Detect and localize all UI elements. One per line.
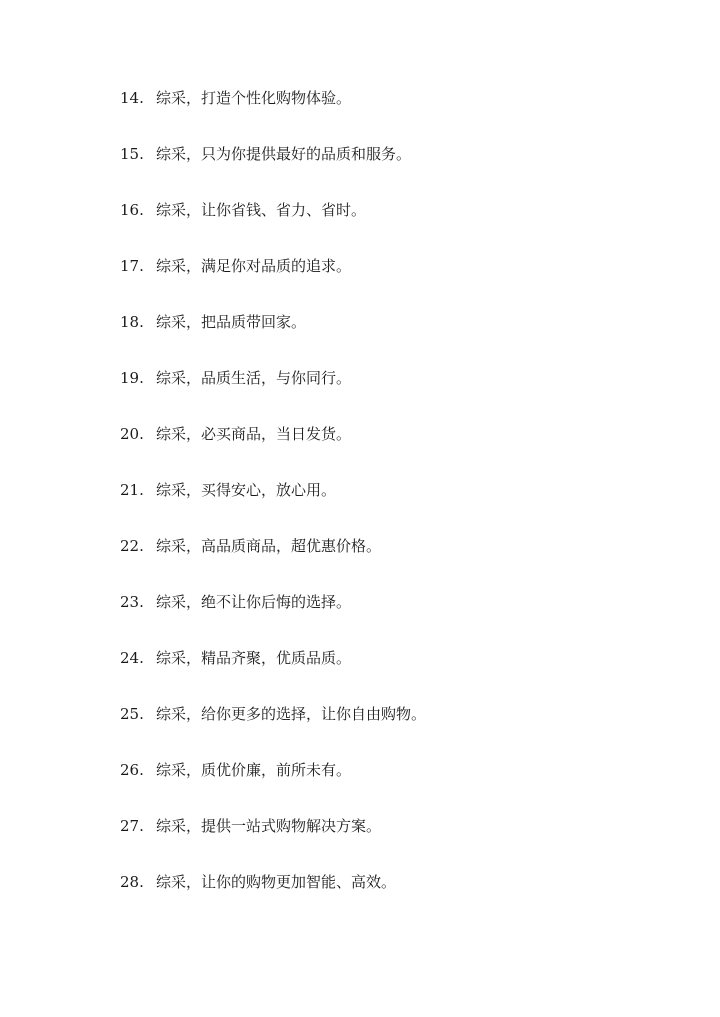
list-item (120, 86, 426, 142)
list-item (120, 758, 426, 814)
item-number: 18. (120, 313, 144, 331)
list-item (120, 646, 426, 702)
item-number: 17. (120, 257, 144, 275)
item-text: 综采，品质生活，与你同行。 (156, 369, 352, 387)
item-number: 24. (120, 649, 144, 667)
item-text: 综采，绝不让你后悔的选择。 (156, 593, 352, 611)
list-item (120, 702, 426, 758)
item-text: 综采，把品质带回家。 (156, 313, 307, 331)
item-number: 20. (120, 425, 144, 443)
item-text: 综采，让你省钱、省力、省时。 (156, 201, 367, 219)
item-number: 22. (120, 537, 144, 555)
list-item (120, 814, 426, 870)
item-number: 14. (120, 89, 144, 107)
item-text: 综采，满足你对品质的追求。 (156, 257, 352, 275)
item-number: 25. (120, 705, 144, 723)
item-text: 综采，提供一站式购物解决方案。 (156, 817, 382, 835)
list-item (120, 422, 426, 478)
item-text: 综采，打造个性化购物体验。 (156, 89, 352, 107)
list-item (120, 310, 426, 366)
list-item (120, 478, 426, 534)
list-item (120, 198, 426, 254)
list-item (120, 254, 426, 310)
slogan-list (120, 86, 426, 926)
item-text: 综采，给你更多的选择，让你自由购物。 (156, 705, 427, 723)
item-number: 16. (120, 201, 144, 219)
item-text: 综采，买得安心，放心用。 (156, 481, 337, 499)
item-text: 综采，高品质商品，超优惠价格。 (156, 537, 382, 555)
list-item (120, 142, 426, 198)
item-number: 26. (120, 761, 144, 779)
list-item (120, 870, 426, 926)
item-text: 综采，质优价廉，前所未有。 (156, 761, 352, 779)
list-item (120, 366, 426, 422)
item-text: 综采，必买商品，当日发货。 (156, 425, 352, 443)
list-item (120, 590, 426, 646)
item-text: 综采，让你的购物更加智能、高效。 (156, 873, 397, 891)
item-number: 15. (120, 145, 144, 163)
item-text: 综采，只为你提供最好的品质和服务。 (156, 145, 412, 163)
item-number: 19. (120, 369, 144, 387)
item-number: 28. (120, 873, 144, 891)
item-number: 21. (120, 481, 144, 499)
item-number: 23. (120, 593, 144, 611)
item-number: 27. (120, 817, 144, 835)
list-item (120, 534, 426, 590)
item-text: 综采，精品齐聚，优质品质。 (156, 649, 352, 667)
